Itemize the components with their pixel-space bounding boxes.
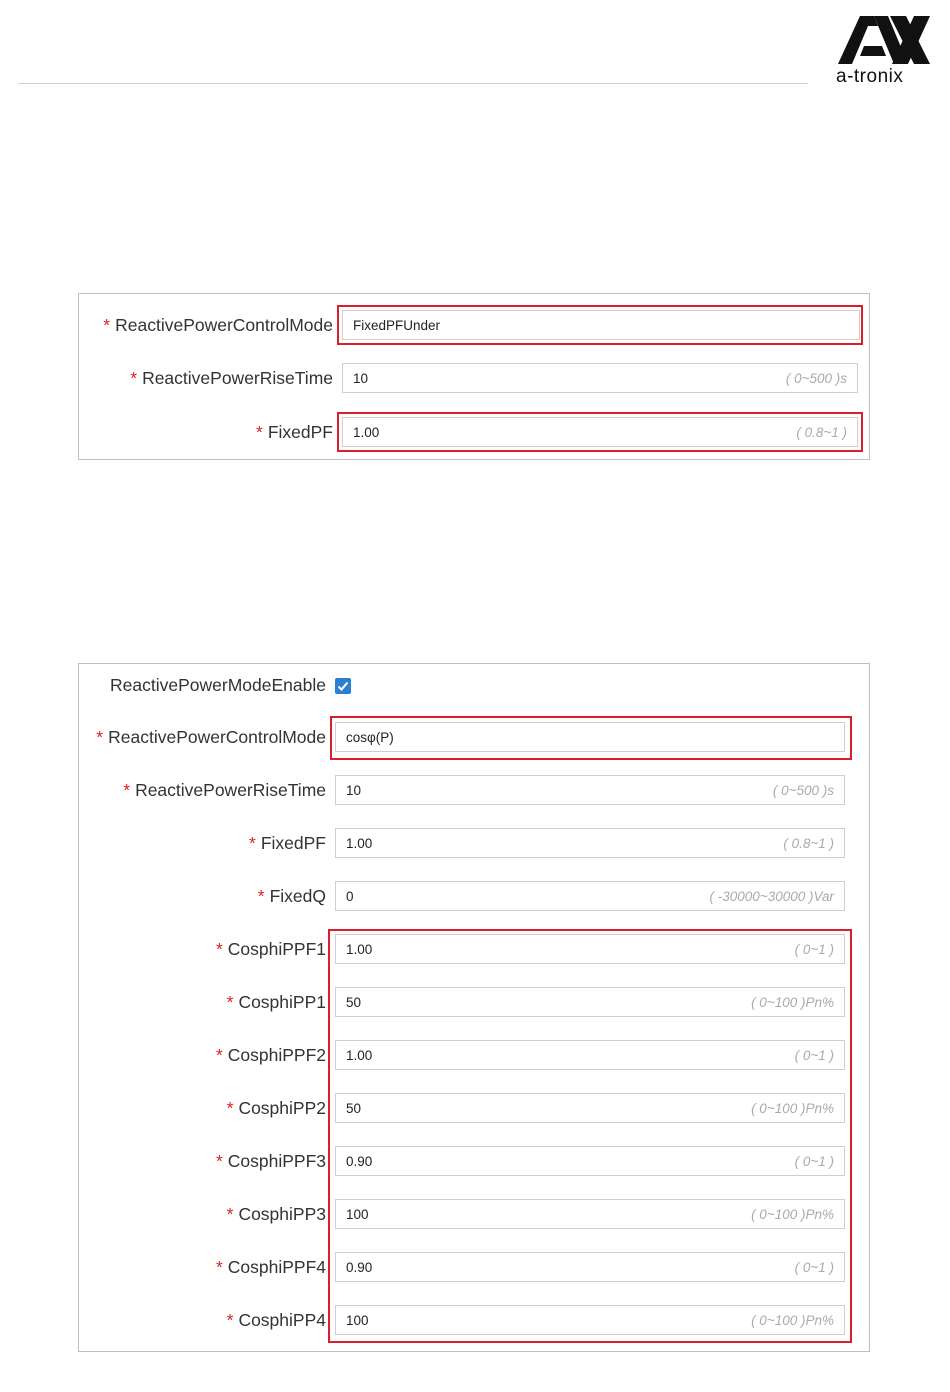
field-label: * CosphiPPF2: [215, 1045, 326, 1065]
field-label: * CosphiPPF4: [215, 1257, 326, 1277]
range-hint: ( 0~500 )s: [772, 783, 834, 798]
field-value: 50: [346, 995, 362, 1010]
range-hint: ( 0~100 )Pn%: [751, 1101, 834, 1116]
cosphi-ppf4-input[interactable]: [335, 1252, 845, 1282]
field-label: * CosphiPP1: [226, 992, 326, 1012]
required-asterisk: *: [130, 368, 138, 388]
control-mode-select[interactable]: [342, 310, 860, 340]
field-label: * CosphiPPF3: [215, 1151, 326, 1171]
field-label: * FixedQ: [257, 886, 326, 906]
required-asterisk: *: [226, 992, 234, 1012]
field-label: * FixedPF: [249, 833, 326, 853]
cosphi-ppf2-input[interactable]: [335, 1040, 845, 1070]
form-row-cosphi-ppf2: [79, 1040, 869, 1070]
field-value: 1.00: [346, 1048, 373, 1063]
brand-name: a-tronix: [836, 66, 904, 87]
field-value: 10: [353, 371, 369, 386]
required-asterisk: *: [215, 1257, 223, 1277]
settings-panel-cosphi-p: [78, 663, 870, 1352]
field-label: ReactivePowerModeEnable: [110, 675, 326, 695]
required-asterisk: *: [215, 1151, 223, 1171]
field-value: 50: [346, 1101, 362, 1116]
field-value: 1.00: [346, 942, 373, 957]
form-row-cosphi-pp3: [79, 1199, 869, 1229]
field-label: * FixedPF: [256, 422, 333, 442]
field-value: 100: [346, 1313, 369, 1328]
form-row-control-mode: [79, 722, 869, 752]
fixed-pf-input[interactable]: [342, 417, 858, 447]
range-hint: ( 0.8~1 ): [796, 425, 847, 440]
form-row-mode-enable: [79, 670, 869, 700]
cosphi-pp4-input[interactable]: [335, 1305, 845, 1335]
range-hint: ( 0~1 ): [794, 1048, 834, 1063]
field-value: FixedPFUnder: [353, 318, 441, 333]
cosphi-ppf3-input[interactable]: [335, 1146, 845, 1176]
range-hint: ( 0~100 )Pn%: [751, 1313, 834, 1328]
form-row-cosphi-ppf4: [79, 1252, 869, 1282]
cosphi-pp2-input[interactable]: [335, 1093, 845, 1123]
field-value: 1.00: [353, 425, 380, 440]
rise-time-input[interactable]: [342, 363, 858, 393]
range-hint: ( 0~500 )s: [785, 371, 847, 386]
required-asterisk: *: [215, 1045, 223, 1065]
required-asterisk: *: [96, 727, 104, 747]
control-mode-select[interactable]: [335, 722, 845, 752]
required-asterisk: *: [103, 315, 111, 335]
fixed-pf-input[interactable]: [335, 828, 845, 858]
rise-time-input[interactable]: [335, 775, 845, 805]
fixed-q-input[interactable]: [335, 881, 845, 911]
field-value: 1.00: [346, 836, 373, 851]
cosphi-pp1-input[interactable]: [335, 987, 845, 1017]
range-hint: ( 0~1 ): [794, 1260, 834, 1275]
required-asterisk: *: [226, 1098, 234, 1118]
mode-enable-checkbox[interactable]: [335, 678, 351, 694]
range-hint: ( 0~100 )Pn%: [751, 1207, 834, 1222]
field-value: 10: [346, 783, 362, 798]
range-hint: ( -30000~30000 )Var: [709, 889, 834, 904]
field-label: * CosphiPPF1: [215, 939, 326, 959]
form-row-cosphi-pp4: [79, 1305, 869, 1335]
required-asterisk: *: [226, 1310, 234, 1330]
field-label: * CosphiPP3: [226, 1204, 326, 1224]
required-asterisk: *: [257, 886, 265, 906]
field-value: 0.90: [346, 1154, 373, 1169]
form-row-fixed-pf: [79, 828, 869, 858]
brand-logo: [836, 16, 932, 88]
header-divider: [18, 83, 808, 84]
field-label: * ReactivePowerRiseTime: [123, 780, 326, 800]
field-value: 0: [346, 889, 354, 904]
required-asterisk: *: [256, 422, 263, 442]
required-asterisk: *: [249, 833, 256, 853]
form-row-fixed-pf: [79, 417, 869, 447]
range-hint: ( 0~1 ): [794, 1154, 834, 1169]
form-row-cosphi-ppf1: [79, 934, 869, 964]
form-row-control-mode: [79, 310, 869, 340]
range-hint: ( 0~100 )Pn%: [751, 995, 834, 1010]
form-row-cosphi-ppf3: [79, 1146, 869, 1176]
field-value: 0.90: [346, 1260, 373, 1275]
range-hint: ( 0~1 ): [794, 942, 834, 957]
settings-panel-fixed-pf: [78, 293, 870, 460]
form-row-cosphi-pp1: [79, 987, 869, 1017]
required-asterisk: *: [123, 780, 131, 800]
range-hint: ( 0.8~1 ): [783, 836, 834, 851]
required-asterisk: *: [226, 1204, 234, 1224]
form-row-rise-time: [79, 363, 869, 393]
form-row-rise-time: [79, 775, 869, 805]
field-label: * CosphiPP2: [226, 1098, 326, 1118]
field-label: * ReactivePowerControlMode: [103, 315, 333, 335]
cosphi-ppf1-input[interactable]: [335, 934, 845, 964]
field-value: cosφ(P): [346, 730, 394, 745]
checkmark-icon: [335, 678, 351, 694]
required-asterisk: *: [215, 939, 223, 959]
form-row-cosphi-pp2: [79, 1093, 869, 1123]
field-label: * ReactivePowerControlMode: [96, 727, 326, 747]
ax-logo-icon: [838, 16, 930, 64]
field-label: * CosphiPP4: [226, 1310, 326, 1330]
field-value: 100: [346, 1207, 369, 1222]
field-label: * ReactivePowerRiseTime: [130, 368, 333, 388]
form-row-fixed-q: [79, 881, 869, 911]
cosphi-pp3-input[interactable]: [335, 1199, 845, 1229]
